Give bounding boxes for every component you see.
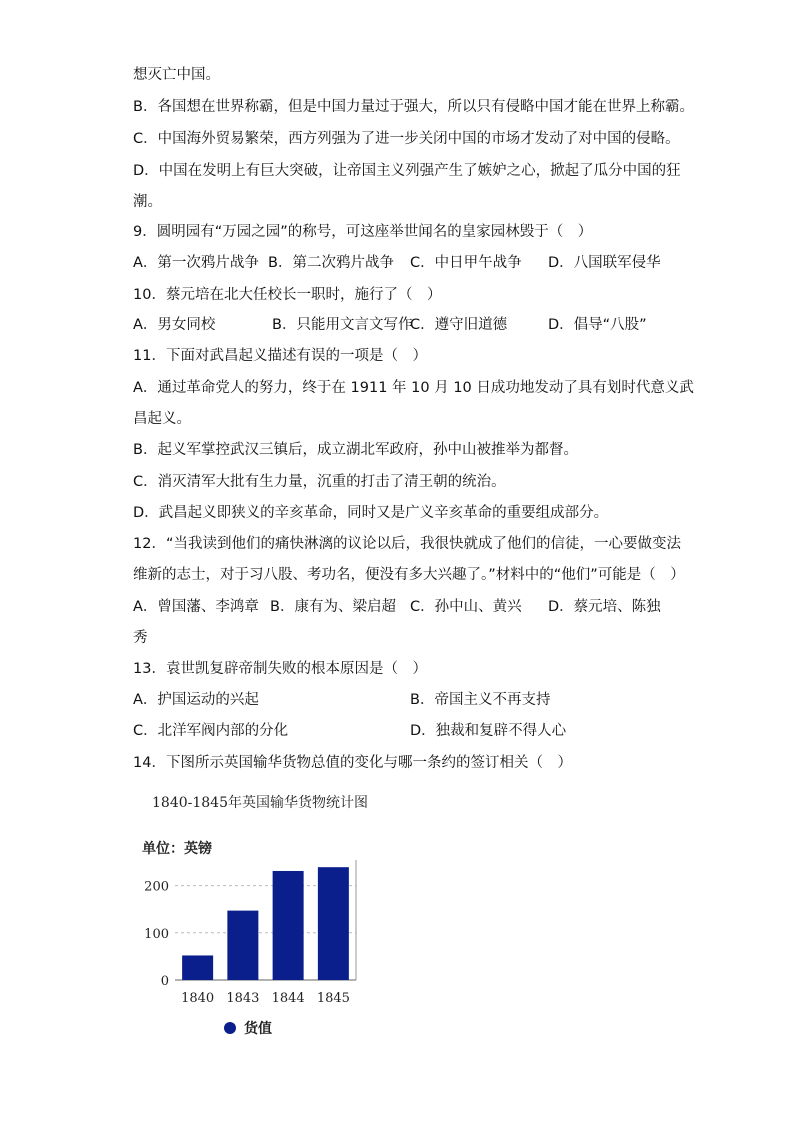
q9-option-a: A．第一次鸦片战争 bbox=[133, 255, 259, 271]
x-tick-label-1840: 1840 bbox=[181, 991, 215, 1006]
bar-1845 bbox=[318, 867, 349, 980]
legend-marker-icon bbox=[224, 1022, 236, 1034]
y-tick-label-100: 100 bbox=[144, 926, 169, 942]
q11-option-b: B．起义军掌控武汉三镇后，成立湖北军政府，孙中山被推举为都督。 bbox=[133, 442, 578, 458]
q10-option-b: B．只能用文言文写作 bbox=[272, 317, 413, 333]
x-tick-label-1843: 1843 bbox=[226, 991, 260, 1006]
q12-option-c: C．孙中山、黄兴 bbox=[410, 599, 522, 615]
bar-1844 bbox=[273, 871, 304, 980]
x-tick-label-1845: 1845 bbox=[316, 991, 350, 1006]
q11-option-a-continuation: 昌起义。 bbox=[133, 411, 191, 427]
q12-option-d: D．蔡元培、陈独 bbox=[548, 599, 661, 615]
q11-option-c: C．消灭清军大批有生力量，沉重的打击了清王朝的统治。 bbox=[133, 474, 506, 490]
q13-option-b: B．帝国主义不再支持 bbox=[410, 692, 551, 708]
q12-stem-continuation: 维新的志士，对于习八股、考功名，便没有多大兴趣了。”材料中的“他们”可能是（ ） bbox=[133, 567, 685, 583]
q12-option-b: B．康有为、梁启超 bbox=[270, 599, 396, 615]
q8-option-d: D．中国在发明上有巨大突破，让帝国主义列强产生了嫉妒之心，掀起了瓜分中国的狂 bbox=[133, 163, 681, 179]
q8-option-c: C．中国海外贸易繁荣，西方列强为了进一步关闭中国的市场才发动了对中国的侵略。 bbox=[133, 131, 680, 147]
q9-option-c: C．中日甲午战争 bbox=[410, 255, 522, 271]
chart-legend bbox=[224, 1018, 272, 1038]
chart-title: 1840-1845年英国输华货物统计图 bbox=[152, 795, 368, 811]
q8-option-d-continuation: 潮。 bbox=[133, 194, 162, 210]
y-tick-label-0: 0 bbox=[160, 974, 169, 989]
bar-1843 bbox=[227, 911, 258, 980]
q10-option-a: A．男女同校 bbox=[133, 317, 216, 333]
q12-option-a: A．曾国藩、李鸿章 bbox=[133, 599, 259, 615]
q10-option-d: D．倡导“八股” bbox=[548, 317, 647, 333]
bar-chart bbox=[130, 860, 370, 1010]
q12-stem: 12．“当我读到他们的痛快淋漓的议论以后，我很快就成了他们的信徒，一心要做变法 bbox=[133, 536, 681, 552]
q11-option-a: A．通过革命党人的努力，终于在 1911 年 10 月 10 日成功地发动了具有划时代意义武 bbox=[133, 380, 694, 396]
q13-option-a: A．护国运动的兴起 bbox=[133, 692, 259, 708]
legend-label: 货值 bbox=[244, 1021, 272, 1037]
q11-stem: 11．下面对武昌起义描述有误的一项是（ ） bbox=[133, 348, 427, 364]
q9-option-b: B．第二次鸦片战争 bbox=[268, 255, 394, 271]
q8-option-b: B．各国想在世界称霸，但是中国力量过于强大，所以只有侵略中国才能在世界上称霸。 bbox=[133, 99, 694, 115]
q13-option-c: C．北洋军阀内部的分化 bbox=[133, 723, 289, 739]
x-tick-label-1844: 1844 bbox=[271, 991, 305, 1006]
bar-1840 bbox=[182, 955, 213, 980]
y-tick-label-200: 200 bbox=[144, 879, 169, 895]
q8-option-a-continuation: 想灭亡中国。 bbox=[133, 67, 220, 83]
q11-option-d: D．武昌起义即狭义的辛亥革命，同时又是广义辛亥革命的重要组成部分。 bbox=[133, 505, 609, 521]
q9-option-d: D．八国联军侵华 bbox=[548, 255, 661, 271]
q14-stem: 14．下图所示英国输华货物总值的变化与哪一条约的签订相关（ ） bbox=[133, 755, 572, 771]
q13-option-d: D．独裁和复辟不得人心 bbox=[410, 723, 567, 739]
q10-option-c: C．遵守旧道德 bbox=[410, 317, 508, 333]
q12-option-d-continuation: 秀 bbox=[133, 630, 148, 646]
q9-stem: 9．圆明园有“万园之园”的称号，可这座举世闻名的皇家园林毁于（ ） bbox=[133, 224, 593, 240]
chart-unit-label: 单位：英镑 bbox=[142, 841, 212, 857]
q10-stem: 10．蔡元培在北大任校长一职时，施行了（ ） bbox=[133, 287, 442, 303]
q13-stem: 13．袁世凯复辟帝制失败的根本原因是（ ） bbox=[133, 661, 427, 677]
